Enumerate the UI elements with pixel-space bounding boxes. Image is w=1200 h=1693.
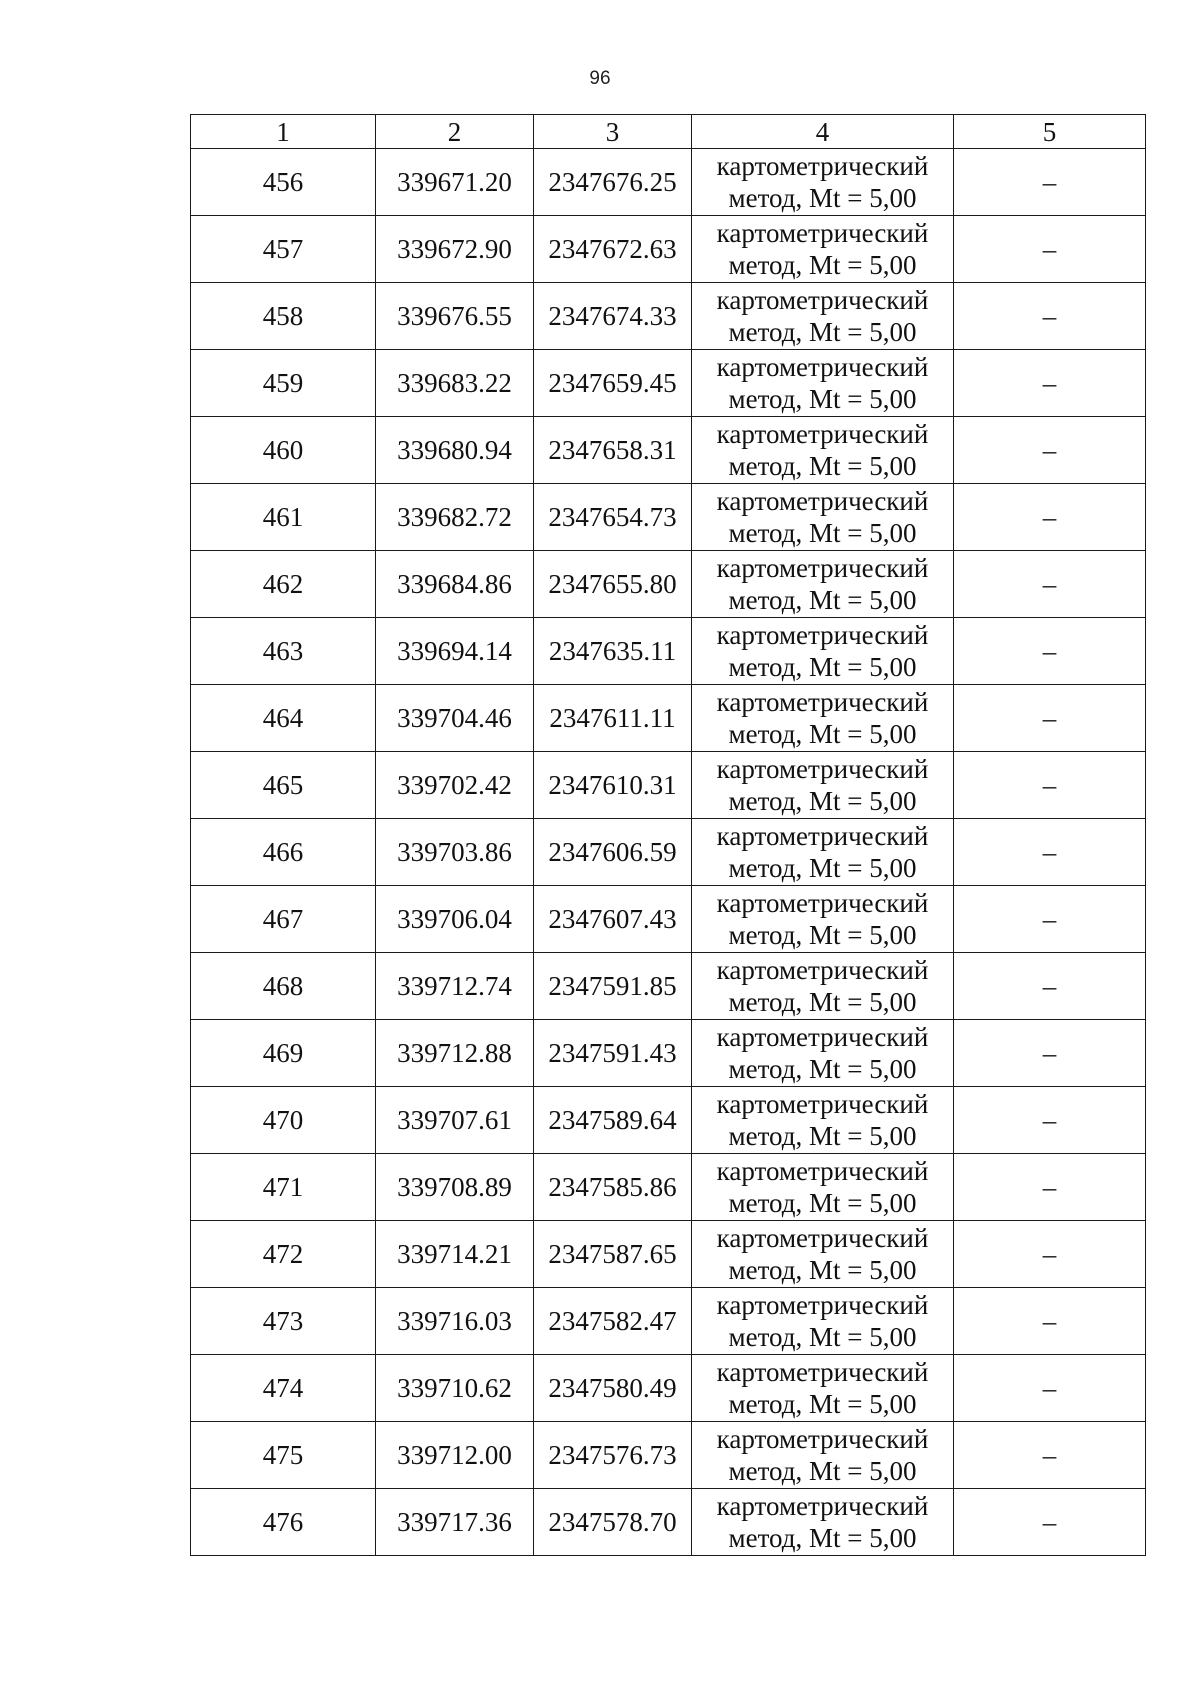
method-line-1: картометрический — [716, 1290, 929, 1320]
method-cell — [692, 953, 954, 1020]
point-number-cell: 467 — [191, 886, 376, 953]
method-line-1: картометрический — [716, 955, 929, 985]
point-number-cell: 471 — [191, 1154, 376, 1221]
method-line-2: метод, Mt = 5,00 — [728, 585, 917, 615]
note-cell: – — [954, 685, 1146, 752]
point-number-cell: 474 — [191, 1355, 376, 1422]
x-coordinate-cell: 339704.46 — [376, 685, 534, 752]
table-row — [191, 886, 1146, 953]
method-cell — [692, 752, 954, 819]
point-number-cell: 470 — [191, 1087, 376, 1154]
header-col-1: 1 — [191, 115, 376, 149]
x-coordinate-cell: 339714.21 — [376, 1221, 534, 1288]
method-line-1: картометрический — [716, 1491, 929, 1521]
y-coordinate-cell: 2347607.43 — [534, 886, 692, 953]
point-number-cell: 457 — [191, 216, 376, 283]
table-row — [191, 1422, 1146, 1489]
method-line-1: картометрический — [716, 419, 929, 449]
method-line-2: метод, Mt = 5,00 — [728, 652, 917, 682]
coordinates-table — [190, 114, 1146, 1556]
method-cell — [692, 618, 954, 685]
point-number-cell: 458 — [191, 283, 376, 350]
point-number-cell: 472 — [191, 1221, 376, 1288]
table-row — [191, 685, 1146, 752]
y-coordinate-cell: 2347674.33 — [534, 283, 692, 350]
table-row — [191, 1355, 1146, 1422]
method-line-2: метод, Mt = 5,00 — [728, 786, 917, 816]
method-line-2: метод, Mt = 5,00 — [728, 1188, 917, 1218]
method-cell — [692, 417, 954, 484]
table-row — [191, 350, 1146, 417]
header-row — [191, 115, 1146, 149]
note-cell: – — [954, 819, 1146, 886]
note-cell: – — [954, 1020, 1146, 1087]
x-coordinate-cell: 339712.74 — [376, 953, 534, 1020]
note-cell: – — [954, 1087, 1146, 1154]
y-coordinate-cell: 2347576.73 — [534, 1422, 692, 1489]
header-col-5: 5 — [954, 115, 1146, 149]
method-line-2: метод, Mt = 5,00 — [728, 719, 917, 749]
table-row — [191, 618, 1146, 685]
method-cell — [692, 484, 954, 551]
method-cell — [692, 819, 954, 886]
note-cell: – — [954, 886, 1146, 953]
y-coordinate-cell: 2347591.43 — [534, 1020, 692, 1087]
table-row — [191, 283, 1146, 350]
method-line-1: картометрический — [716, 1357, 929, 1387]
note-cell: – — [954, 350, 1146, 417]
method-cell — [692, 1221, 954, 1288]
x-coordinate-cell: 339683.22 — [376, 350, 534, 417]
x-coordinate-cell: 339671.20 — [376, 149, 534, 216]
x-coordinate-cell: 339702.42 — [376, 752, 534, 819]
method-cell — [692, 551, 954, 618]
y-coordinate-cell: 2347655.80 — [534, 551, 692, 618]
method-cell — [692, 216, 954, 283]
method-line-2: метод, Mt = 5,00 — [728, 1054, 917, 1084]
method-line-1: картометрический — [716, 486, 929, 516]
method-line-2: метод, Mt = 5,00 — [728, 518, 917, 548]
x-coordinate-cell: 339717.36 — [376, 1489, 534, 1556]
x-coordinate-cell: 339708.89 — [376, 1154, 534, 1221]
method-line-2: метод, Mt = 5,00 — [728, 853, 917, 883]
method-line-1: картометрический — [716, 1156, 929, 1186]
note-cell: – — [954, 551, 1146, 618]
x-coordinate-cell: 339703.86 — [376, 819, 534, 886]
y-coordinate-cell: 2347611.11 — [534, 685, 692, 752]
y-coordinate-cell: 2347582.47 — [534, 1288, 692, 1355]
method-line-2: метод, Mt = 5,00 — [728, 317, 917, 347]
method-line-1: картометрический — [716, 1424, 929, 1454]
x-coordinate-cell: 339706.04 — [376, 886, 534, 953]
method-line-1: картометрический — [716, 888, 929, 918]
table-row — [191, 417, 1146, 484]
point-number-cell: 462 — [191, 551, 376, 618]
method-cell — [692, 149, 954, 216]
method-cell — [692, 685, 954, 752]
x-coordinate-cell: 339694.14 — [376, 618, 534, 685]
method-cell — [692, 1355, 954, 1422]
method-cell — [692, 350, 954, 417]
y-coordinate-cell: 2347591.85 — [534, 953, 692, 1020]
y-coordinate-cell: 2347589.64 — [534, 1087, 692, 1154]
x-coordinate-cell: 339712.00 — [376, 1422, 534, 1489]
table-row — [191, 752, 1146, 819]
method-line-2: метод, Mt = 5,00 — [728, 987, 917, 1017]
x-coordinate-cell: 339680.94 — [376, 417, 534, 484]
method-line-1: картометрический — [716, 620, 929, 650]
point-number-cell: 464 — [191, 685, 376, 752]
note-cell: – — [954, 752, 1146, 819]
y-coordinate-cell: 2347606.59 — [534, 819, 692, 886]
table-header — [191, 115, 1146, 149]
y-coordinate-cell: 2347580.49 — [534, 1355, 692, 1422]
method-line-1: картометрический — [716, 1089, 929, 1119]
table-row — [191, 216, 1146, 283]
method-line-1: картометрический — [716, 1223, 929, 1253]
method-line-2: метод, Mt = 5,00 — [728, 1121, 917, 1151]
note-cell: – — [954, 1154, 1146, 1221]
method-line-2: метод, Mt = 5,00 — [728, 183, 917, 213]
method-cell — [692, 1422, 954, 1489]
method-cell — [692, 1288, 954, 1355]
point-number-cell: 469 — [191, 1020, 376, 1087]
note-cell: – — [954, 953, 1146, 1020]
method-cell — [692, 1087, 954, 1154]
note-cell: – — [954, 618, 1146, 685]
method-line-2: метод, Mt = 5,00 — [728, 384, 917, 414]
y-coordinate-cell: 2347585.86 — [534, 1154, 692, 1221]
table-row — [191, 1288, 1146, 1355]
x-coordinate-cell: 339682.72 — [376, 484, 534, 551]
point-number-cell: 465 — [191, 752, 376, 819]
method-cell — [692, 1489, 954, 1556]
x-coordinate-cell: 339712.88 — [376, 1020, 534, 1087]
y-coordinate-cell: 2347578.70 — [534, 1489, 692, 1556]
method-line-2: метод, Mt = 5,00 — [728, 1255, 917, 1285]
method-line-2: метод, Mt = 5,00 — [728, 1523, 917, 1553]
y-coordinate-cell: 2347610.31 — [534, 752, 692, 819]
point-number-cell: 463 — [191, 618, 376, 685]
point-number-cell: 456 — [191, 149, 376, 216]
y-coordinate-cell: 2347654.73 — [534, 484, 692, 551]
point-number-cell: 460 — [191, 417, 376, 484]
point-number-cell: 461 — [191, 484, 376, 551]
method-line-1: картометрический — [716, 218, 929, 248]
method-cell — [692, 1020, 954, 1087]
method-line-1: картометрический — [716, 553, 929, 583]
y-coordinate-cell: 2347587.65 — [534, 1221, 692, 1288]
method-line-1: картометрический — [716, 821, 929, 851]
method-line-2: метод, Mt = 5,00 — [728, 451, 917, 481]
point-number-cell: 476 — [191, 1489, 376, 1556]
method-line-2: метод, Mt = 5,00 — [728, 250, 917, 280]
method-line-2: метод, Mt = 5,00 — [728, 1389, 917, 1419]
x-coordinate-cell: 339684.86 — [376, 551, 534, 618]
note-cell: – — [954, 1489, 1146, 1556]
x-coordinate-cell: 339707.61 — [376, 1087, 534, 1154]
table-row — [191, 149, 1146, 216]
note-cell: – — [954, 149, 1146, 216]
method-line-2: метод, Mt = 5,00 — [728, 1456, 917, 1486]
header-col-4: 4 — [692, 115, 954, 149]
table-row — [191, 819, 1146, 886]
table-row — [191, 1154, 1146, 1221]
method-line-1: картометрический — [716, 1022, 929, 1052]
point-number-cell: 466 — [191, 819, 376, 886]
x-coordinate-cell: 339672.90 — [376, 216, 534, 283]
note-cell: – — [954, 417, 1146, 484]
point-number-cell: 468 — [191, 953, 376, 1020]
table-row — [191, 484, 1146, 551]
method-cell — [692, 886, 954, 953]
method-line-2: метод, Mt = 5,00 — [728, 1322, 917, 1352]
table-row — [191, 953, 1146, 1020]
method-cell — [692, 1154, 954, 1221]
note-cell: – — [954, 1422, 1146, 1489]
y-coordinate-cell: 2347635.11 — [534, 618, 692, 685]
point-number-cell: 473 — [191, 1288, 376, 1355]
header-col-3: 3 — [534, 115, 692, 149]
note-cell: – — [954, 1221, 1146, 1288]
table-row — [191, 1221, 1146, 1288]
method-line-1: картометрический — [716, 285, 929, 315]
x-coordinate-cell: 339710.62 — [376, 1355, 534, 1422]
table-row — [191, 1489, 1146, 1556]
method-line-1: картометрический — [716, 687, 929, 717]
y-coordinate-cell: 2347672.63 — [534, 216, 692, 283]
method-line-1: картометрический — [716, 151, 929, 181]
method-line-2: метод, Mt = 5,00 — [728, 920, 917, 950]
table-row — [191, 1020, 1146, 1087]
table-body — [191, 149, 1146, 1556]
y-coordinate-cell: 2347676.25 — [534, 149, 692, 216]
note-cell: – — [954, 484, 1146, 551]
page-number: 96 — [589, 68, 611, 89]
note-cell: – — [954, 283, 1146, 350]
y-coordinate-cell: 2347658.31 — [534, 417, 692, 484]
method-line-1: картометрический — [716, 352, 929, 382]
table-row — [191, 551, 1146, 618]
note-cell: – — [954, 216, 1146, 283]
method-cell — [692, 283, 954, 350]
x-coordinate-cell: 339676.55 — [376, 283, 534, 350]
header-col-2: 2 — [376, 115, 534, 149]
note-cell: – — [954, 1288, 1146, 1355]
method-line-1: картометрический — [716, 754, 929, 784]
point-number-cell: 475 — [191, 1422, 376, 1489]
point-number-cell: 459 — [191, 350, 376, 417]
x-coordinate-cell: 339716.03 — [376, 1288, 534, 1355]
table-row — [191, 1087, 1146, 1154]
y-coordinate-cell: 2347659.45 — [534, 350, 692, 417]
note-cell: – — [954, 1355, 1146, 1422]
